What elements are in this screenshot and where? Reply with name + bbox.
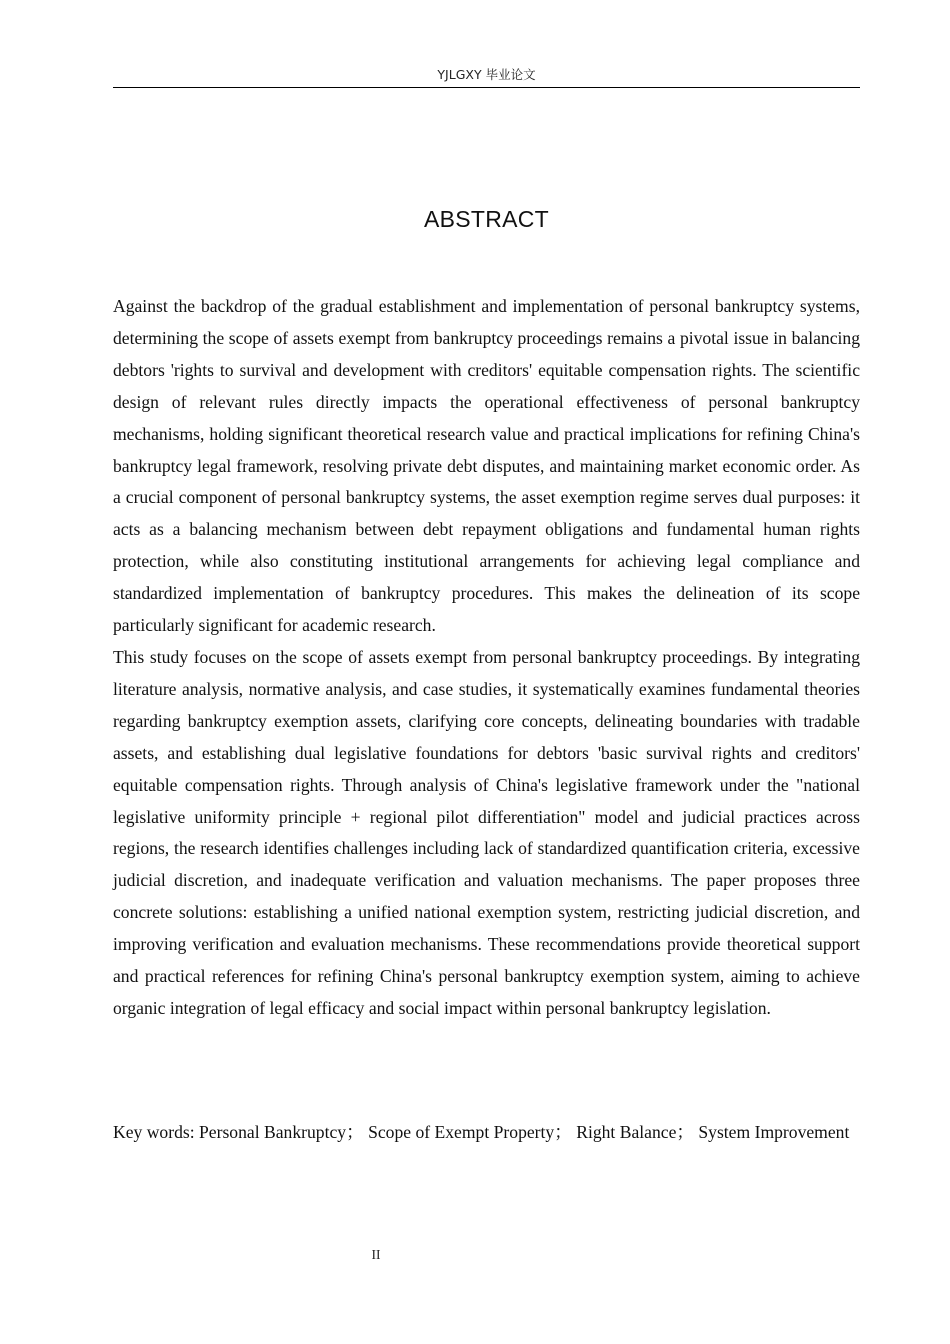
abstract-paragraph-1: Against the backdrop of the gradual establishment and implementation of personal bankruptcy systems, determining the scope of assets exempt from bankruptcy proceedings remains a pivotal issue in balancing debtors 'rights to survival and development with creditors' equitable compensation rights. The scientific design of relevant rules directly impacts the operational effectiveness of personal bankruptcy mechanisms, holding significant theoretical research value and practical implications for refining China's bankruptcy legal framework, resolving private debt disputes, and maintaining market economic order. As a crucial component of personal bankruptcy systems, the asset exemption regime serves dual purposes: it acts as a balancing mechanism between debt repayment obligations and fundamental human rights protection, while also constituting institutional arrangements for achieving legal compliance and standardized implementation of bankruptcy procedures. This makes the delineation of its scope particularly significant for academic research. [113,296,860,636]
header-rule [113,87,860,88]
abstract-body [113,291,860,1025]
page-number: II [371,1247,381,1262]
keywords: Key words: Personal Bankruptcy； Scope of Exempt Property； Right Balance； System Improvement [113,1122,850,1142]
abstract-title: ABSTRACT [423,206,550,232]
abstract-paragraph-2: This study focuses on the scope of assets exempt from personal bankruptcy proceedings. By integrating literature analysis, normative analysis, and case studies, it systematically examines fundamental theories regarding bankruptcy exemption assets, clarifying core concepts, delineating boundaries with tradable assets, and establishing dual legislative foundations for debtors 'basic survival rights and creditors' equitable compensation rights. Through analysis of China's legislative framework under the "national legislative uniformity principle + regional pilot differentiation" model and judicial practices across regions, the research identifies challenges including lack of standardized quantification criteria, excessive judicial discretion, and inadequate verification and valuation mechanisms. The paper proposes three concrete solutions: establishing a unified national exemption system, restricting judicial discretion, and improving verification and evaluation mechanisms. These recommendations provide theoretical support and practical references for refining China's personal bankruptcy exemption system, aiming to achieve organic integration of legal efficacy and social impact within personal bankruptcy legislation. [113,646,860,1018]
running-header: YJLGXY 毕业论文 [437,67,536,82]
